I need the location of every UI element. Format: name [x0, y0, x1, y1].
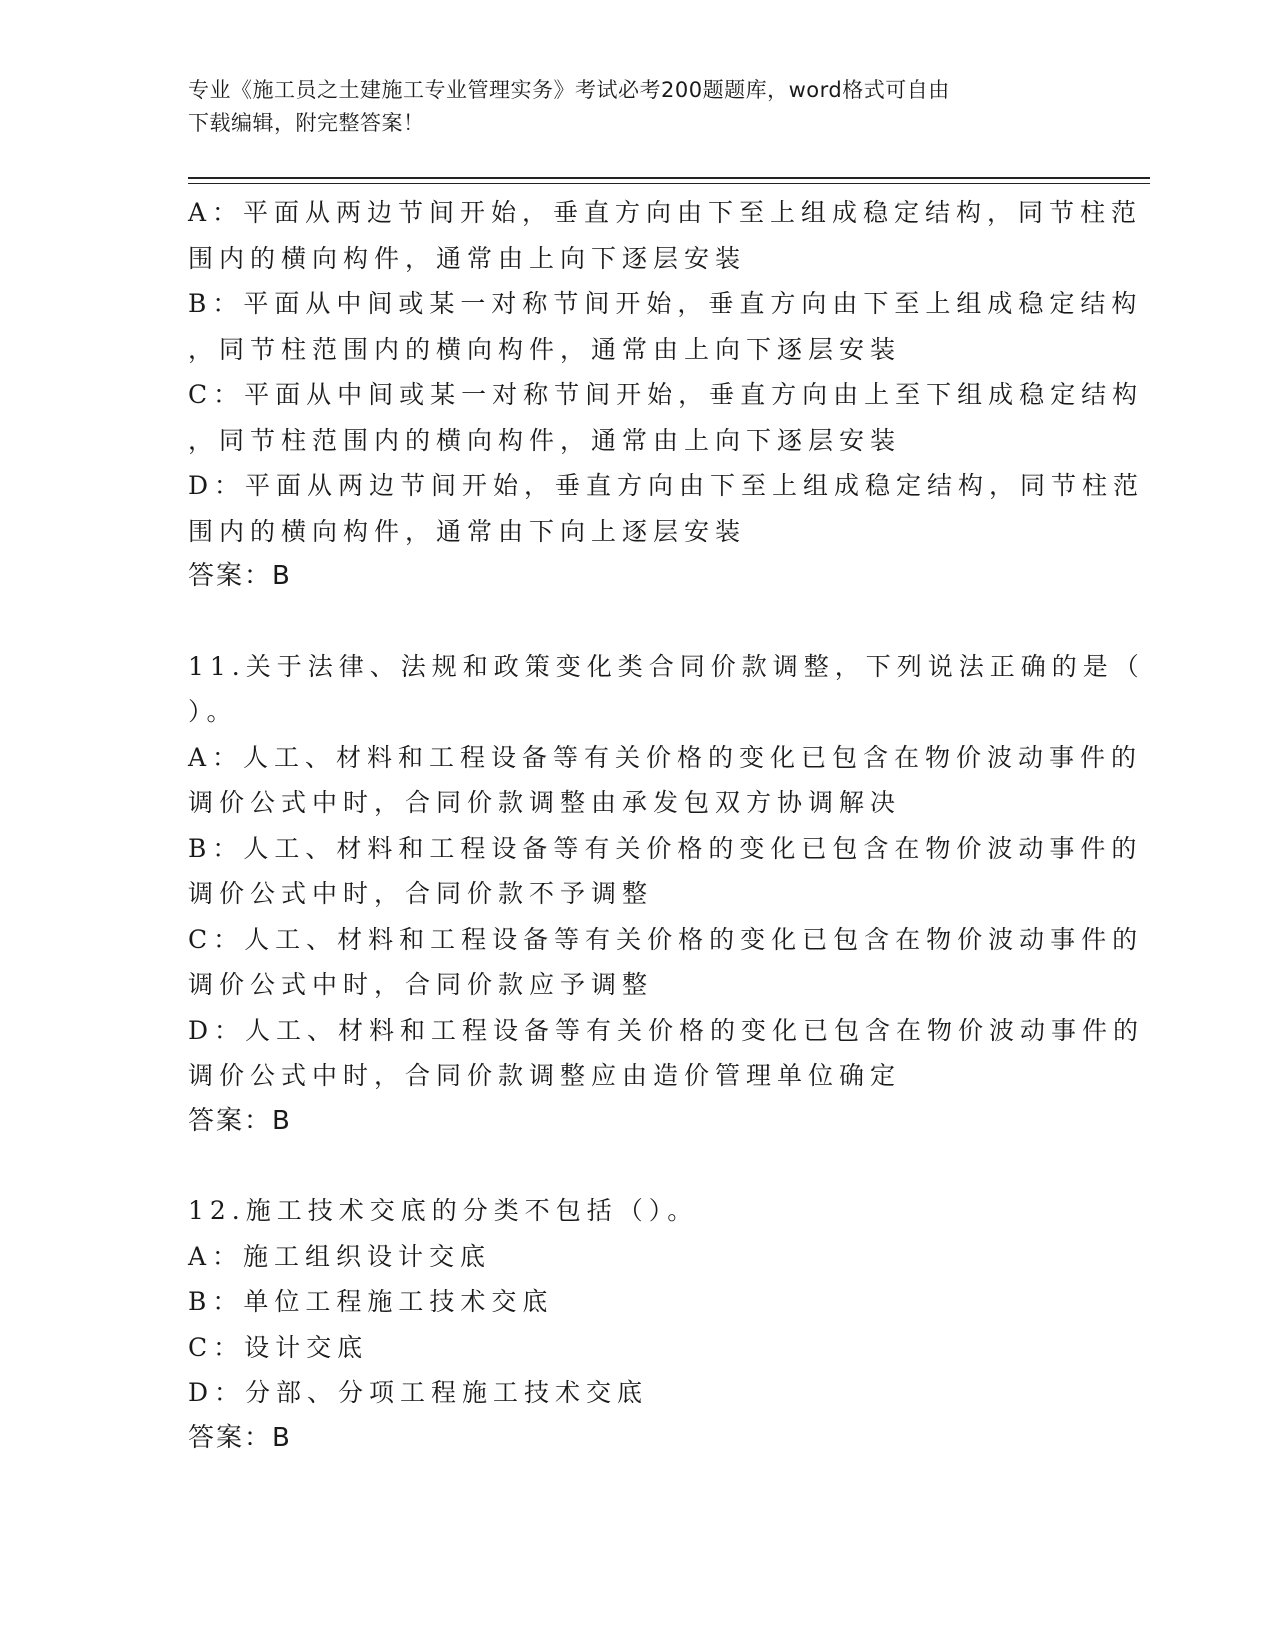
q12-option-d: D：分部、分项工程施工技术交底	[188, 1378, 649, 1407]
q11-stem-line-2: ）。	[188, 697, 238, 726]
q10-answer: 答案：B	[188, 561, 292, 591]
header-rule-thick	[188, 177, 1150, 179]
question-content	[188, 190, 1145, 1461]
q11-option-d-line-2: 调价公式中时，合同价款调整应由造价管理单位确定	[188, 1061, 902, 1090]
q10-option-c-line-1: C：平面从中间或某一对称节间开始，垂直方向由上至下组成稳定结构	[188, 380, 1144, 409]
q12-option-b: B：单位工程施工技术交底	[188, 1287, 554, 1316]
q10-option-b-line-1: B：平面从中间或某一对称节间开始，垂直方向由下至上组成稳定结构	[188, 289, 1143, 318]
question-11	[188, 644, 1145, 1145]
q10-option-c-line-2: ，同节柱范围内的横向构件，通常由上向下逐层安装	[188, 425, 902, 455]
q10-option-a-line-1: A：平面从两边节间开始，垂直方向由下至上组成稳定结构，同节柱范	[188, 198, 1143, 227]
q10-option-a-line-2: 围内的横向构件，通常由上向下逐层安装	[188, 243, 747, 273]
q11-option-b-line-1: B：人工、材料和工程设备等有关价格的变化已包含在物价波动事件的	[188, 833, 1143, 863]
q11-option-a-line-2: 调价公式中时，合同价款调整由承发包双方协调解决	[188, 788, 902, 817]
document-header	[188, 74, 1088, 140]
q10-option-d-line-2: 围内的横向构件，通常由下向上逐层安装	[188, 516, 747, 546]
q10-option-b-line-2: ，同节柱范围内的横向构件，通常由上向下逐层安装	[188, 334, 902, 364]
q11-option-a-line-1: A：人工、材料和工程设备等有关价格的变化已包含在物价波动事件的	[188, 742, 1143, 772]
q11-stem-line-1: 11.关于法律、法规和政策变化类合同价款调整，下列说法正确的是（	[188, 651, 1145, 681]
q11-option-c-line-2: 调价公式中时，合同价款应予调整	[188, 970, 654, 999]
header-rule-thin	[188, 183, 1150, 184]
q12-option-c: C：设计交底	[188, 1332, 369, 1362]
spacer	[188, 600, 1078, 644]
q11-option-d-line-1: D：人工、材料和工程设备等有关价格的变化已包含在物价波动事件的	[188, 1015, 1145, 1045]
question-10	[188, 190, 1145, 600]
q12-option-a: A：施工组织设计交底	[188, 1241, 492, 1271]
q11-option-c-line-1: C：人工、材料和工程设备等有关价格的变化已包含在物价波动事件的	[188, 924, 1144, 954]
q12-stem-line-1: 12.施工技术交底的分类不包括（）。	[188, 1196, 699, 1225]
question-12	[188, 1188, 1078, 1461]
q11-answer: 答案：B	[188, 1105, 292, 1136]
header-line-2: 下载编辑，附完整答案！	[188, 111, 425, 135]
q10-option-d-line-1: D：平面从两边节间开始，垂直方向由下至上组成稳定结构，同节柱范	[188, 471, 1145, 500]
header-line-1: 专业《施工员之土建施工专业管理实务》考试必考200题题库，word格式可自由	[188, 78, 950, 102]
q12-answer: 答案：B	[188, 1422, 292, 1453]
spacer	[188, 1144, 1078, 1188]
q11-option-b-line-2: 调价公式中时，合同价款不予调整	[188, 879, 654, 908]
